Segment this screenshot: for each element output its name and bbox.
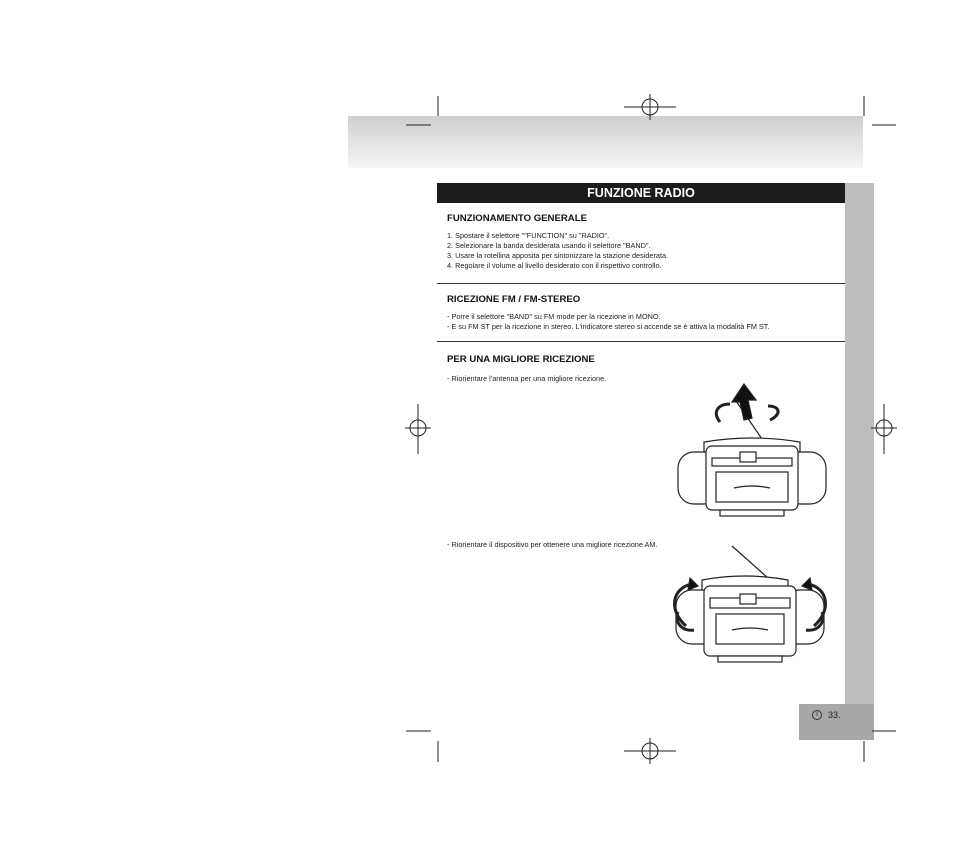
heading-fm-stereo: RICEZIONE FM / FM-STEREO bbox=[447, 294, 581, 305]
page-number-text: 33. bbox=[828, 710, 841, 720]
instruction-line: - Porre il selettore "BAND" su FM mode per la ricezione in MONO. bbox=[447, 312, 661, 321]
heading-better-reception: PER UNA MIGLIORE RICEZIONE bbox=[447, 354, 595, 365]
radio-device-rotate-illustration bbox=[664, 540, 836, 666]
instruction-line: 4. Regolare il volume al livello desiderato con il rispettivo controllo. bbox=[447, 261, 662, 270]
heading-general-operation: FUNZIONAMENTO GENERALE bbox=[447, 213, 587, 224]
instruction-line: 1. Spostare il selettore ""FUNCTION" su "RADIO". bbox=[447, 231, 610, 240]
section-divider bbox=[437, 283, 845, 284]
section-divider bbox=[437, 341, 845, 342]
instruction-line: - Riorientare l'antenna per una migliore ricezione. bbox=[447, 374, 607, 383]
instruction-line: 3. Usare la rotellina apposita per sintonizzare la stazione desiderata. bbox=[447, 251, 669, 260]
language-badge-icon: I bbox=[812, 710, 822, 720]
section-title: FUNZIONE RADIO bbox=[437, 183, 845, 203]
instruction-line: - E su FM ST per la ricezione in stereo. L'indicatore stereo si accende se è attiva la modalità FM ST. bbox=[447, 322, 770, 331]
instruction-line: 2. Selezionare la banda desiderata usando il selettore "BAND". bbox=[447, 241, 651, 250]
radio-antenna-rotate-illustration bbox=[672, 380, 832, 522]
instruction-line: - Riorientare il dispositivo per ottenere una migliore ricezione AM. bbox=[447, 540, 658, 549]
